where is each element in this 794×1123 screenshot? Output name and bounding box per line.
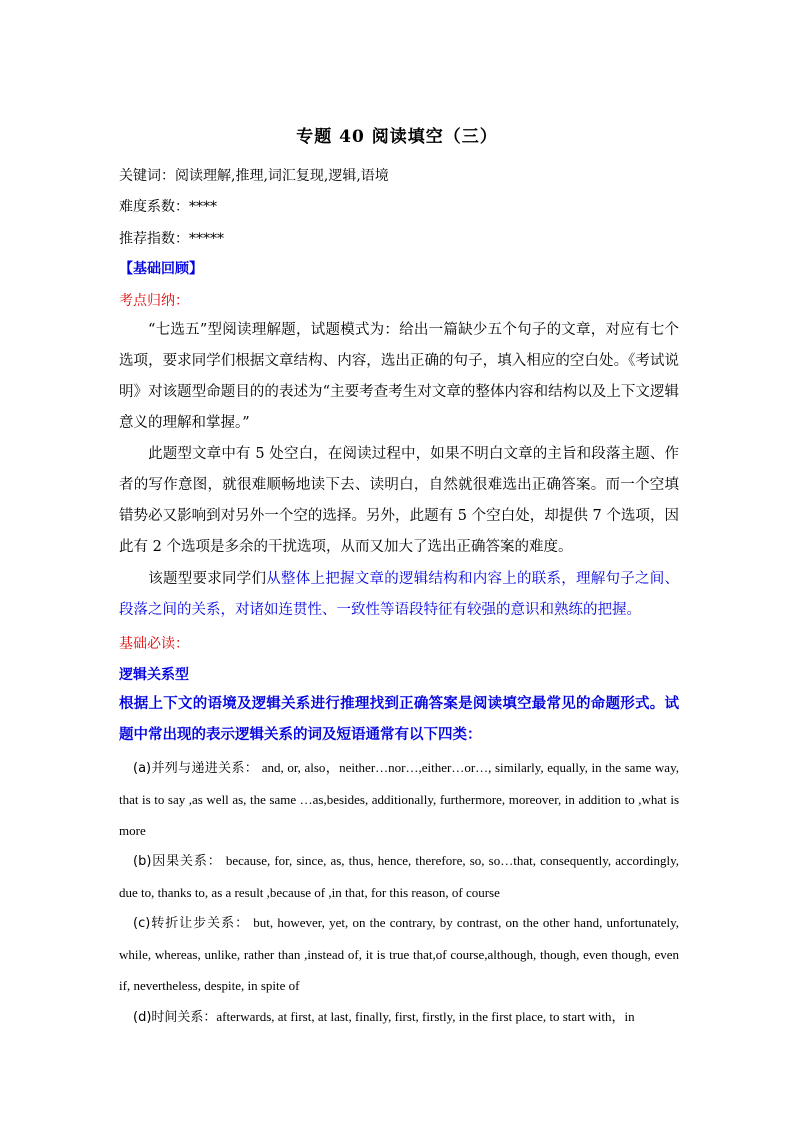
paragraph-3-highlight: 从整体上把握文章的逻辑结构和内容上的联系，理解句子之间、段落之间的关系，对诸如连贯性、一致性等语段特征有较强的意识和熟练的把握。 xyxy=(119,571,679,618)
category-c: (c)转折让步关系： but, however, yet, on the contrary, by contrast, on the other hand, unfortunately, while, whereas, unlike, rather than ,instead of, it is true that,of course,although, though, even though, even if, nevertheless, despite, in spite of xyxy=(119,915,679,993)
recommend-line: 推荐指数：***** xyxy=(119,231,224,247)
page-title: 专题 40 阅读填空（三） xyxy=(296,127,498,147)
logic-intro: 根据上下文的语境及逻辑关系进行推理找到正确答案是阅读填空最常见的命题形式。试题中常出现的表示逻辑关系的词及短语通常有以下四类： xyxy=(119,695,679,743)
keywords-line: 关键词：阅读理解,推理,词汇复现,逻辑,语境 xyxy=(119,168,389,184)
paragraph-2: 此题型文章中有 5 处空白，在阅读过程中，如果不明白文章的主旨和段落主题、作者的写作意图，就很难顺畅地读下去、读明白，自然就很难选出正确答案。而一个空填错势必又影响到对另外一个空的选择。另外，此题有 5 个空白处，却提供 7 个选项，因此有 2 个选项是多余的干扰选项，从而又加大了选出正确答案的难度。 xyxy=(119,446,679,555)
section-basic-heading: 【基础回顾】 xyxy=(119,261,203,277)
paragraph-3: 该题型要求同学们从整体上把握文章的逻辑结构和内容上的联系，理解句子之间、段落之间的关系，对诸如连贯性、一致性等语段特征有较强的意识和熟练的把握。 xyxy=(119,571,679,618)
paragraph-1: “七选五”型阅读理解题，试题模式为：给出一篇缺少五个句子的文章，对应有七个选项，要求同学们根据文章结构、内容，选出正确的句子，填入相应的空白处。《考试说明》对该题型命题目的的表述为“主要考查考生对文章的整体内容和结构以及上下文逻辑意义的理解和掌握。” xyxy=(119,322,679,431)
category-b: (b)因果关系： because, for, since, as, thus, hence, therefore, so, so…that, consequently, accordingly, due to, thanks to, as a result ,because of ,in that, for this reason, of course xyxy=(119,853,679,900)
kaodian-heading: 考点归纳： xyxy=(119,293,189,309)
difficulty-line: 难度系数：**** xyxy=(119,199,217,215)
jichu-heading: 基础必读： xyxy=(119,636,189,652)
category-d: (d)时间关系：afterwards, at first, at last, finally, first, firstly, in the first place, to start with，in xyxy=(133,1009,635,1025)
logic-type-heading: 逻辑关系型 xyxy=(119,667,189,683)
category-a: (a)并列与递进关系： and, or, also，neither…nor…,either…or…, similarly, equally, in the same way, that is to say ,as well as, the same …as,besides, additionally, furthermore, moreover, in addition to ,what is more xyxy=(119,760,679,838)
